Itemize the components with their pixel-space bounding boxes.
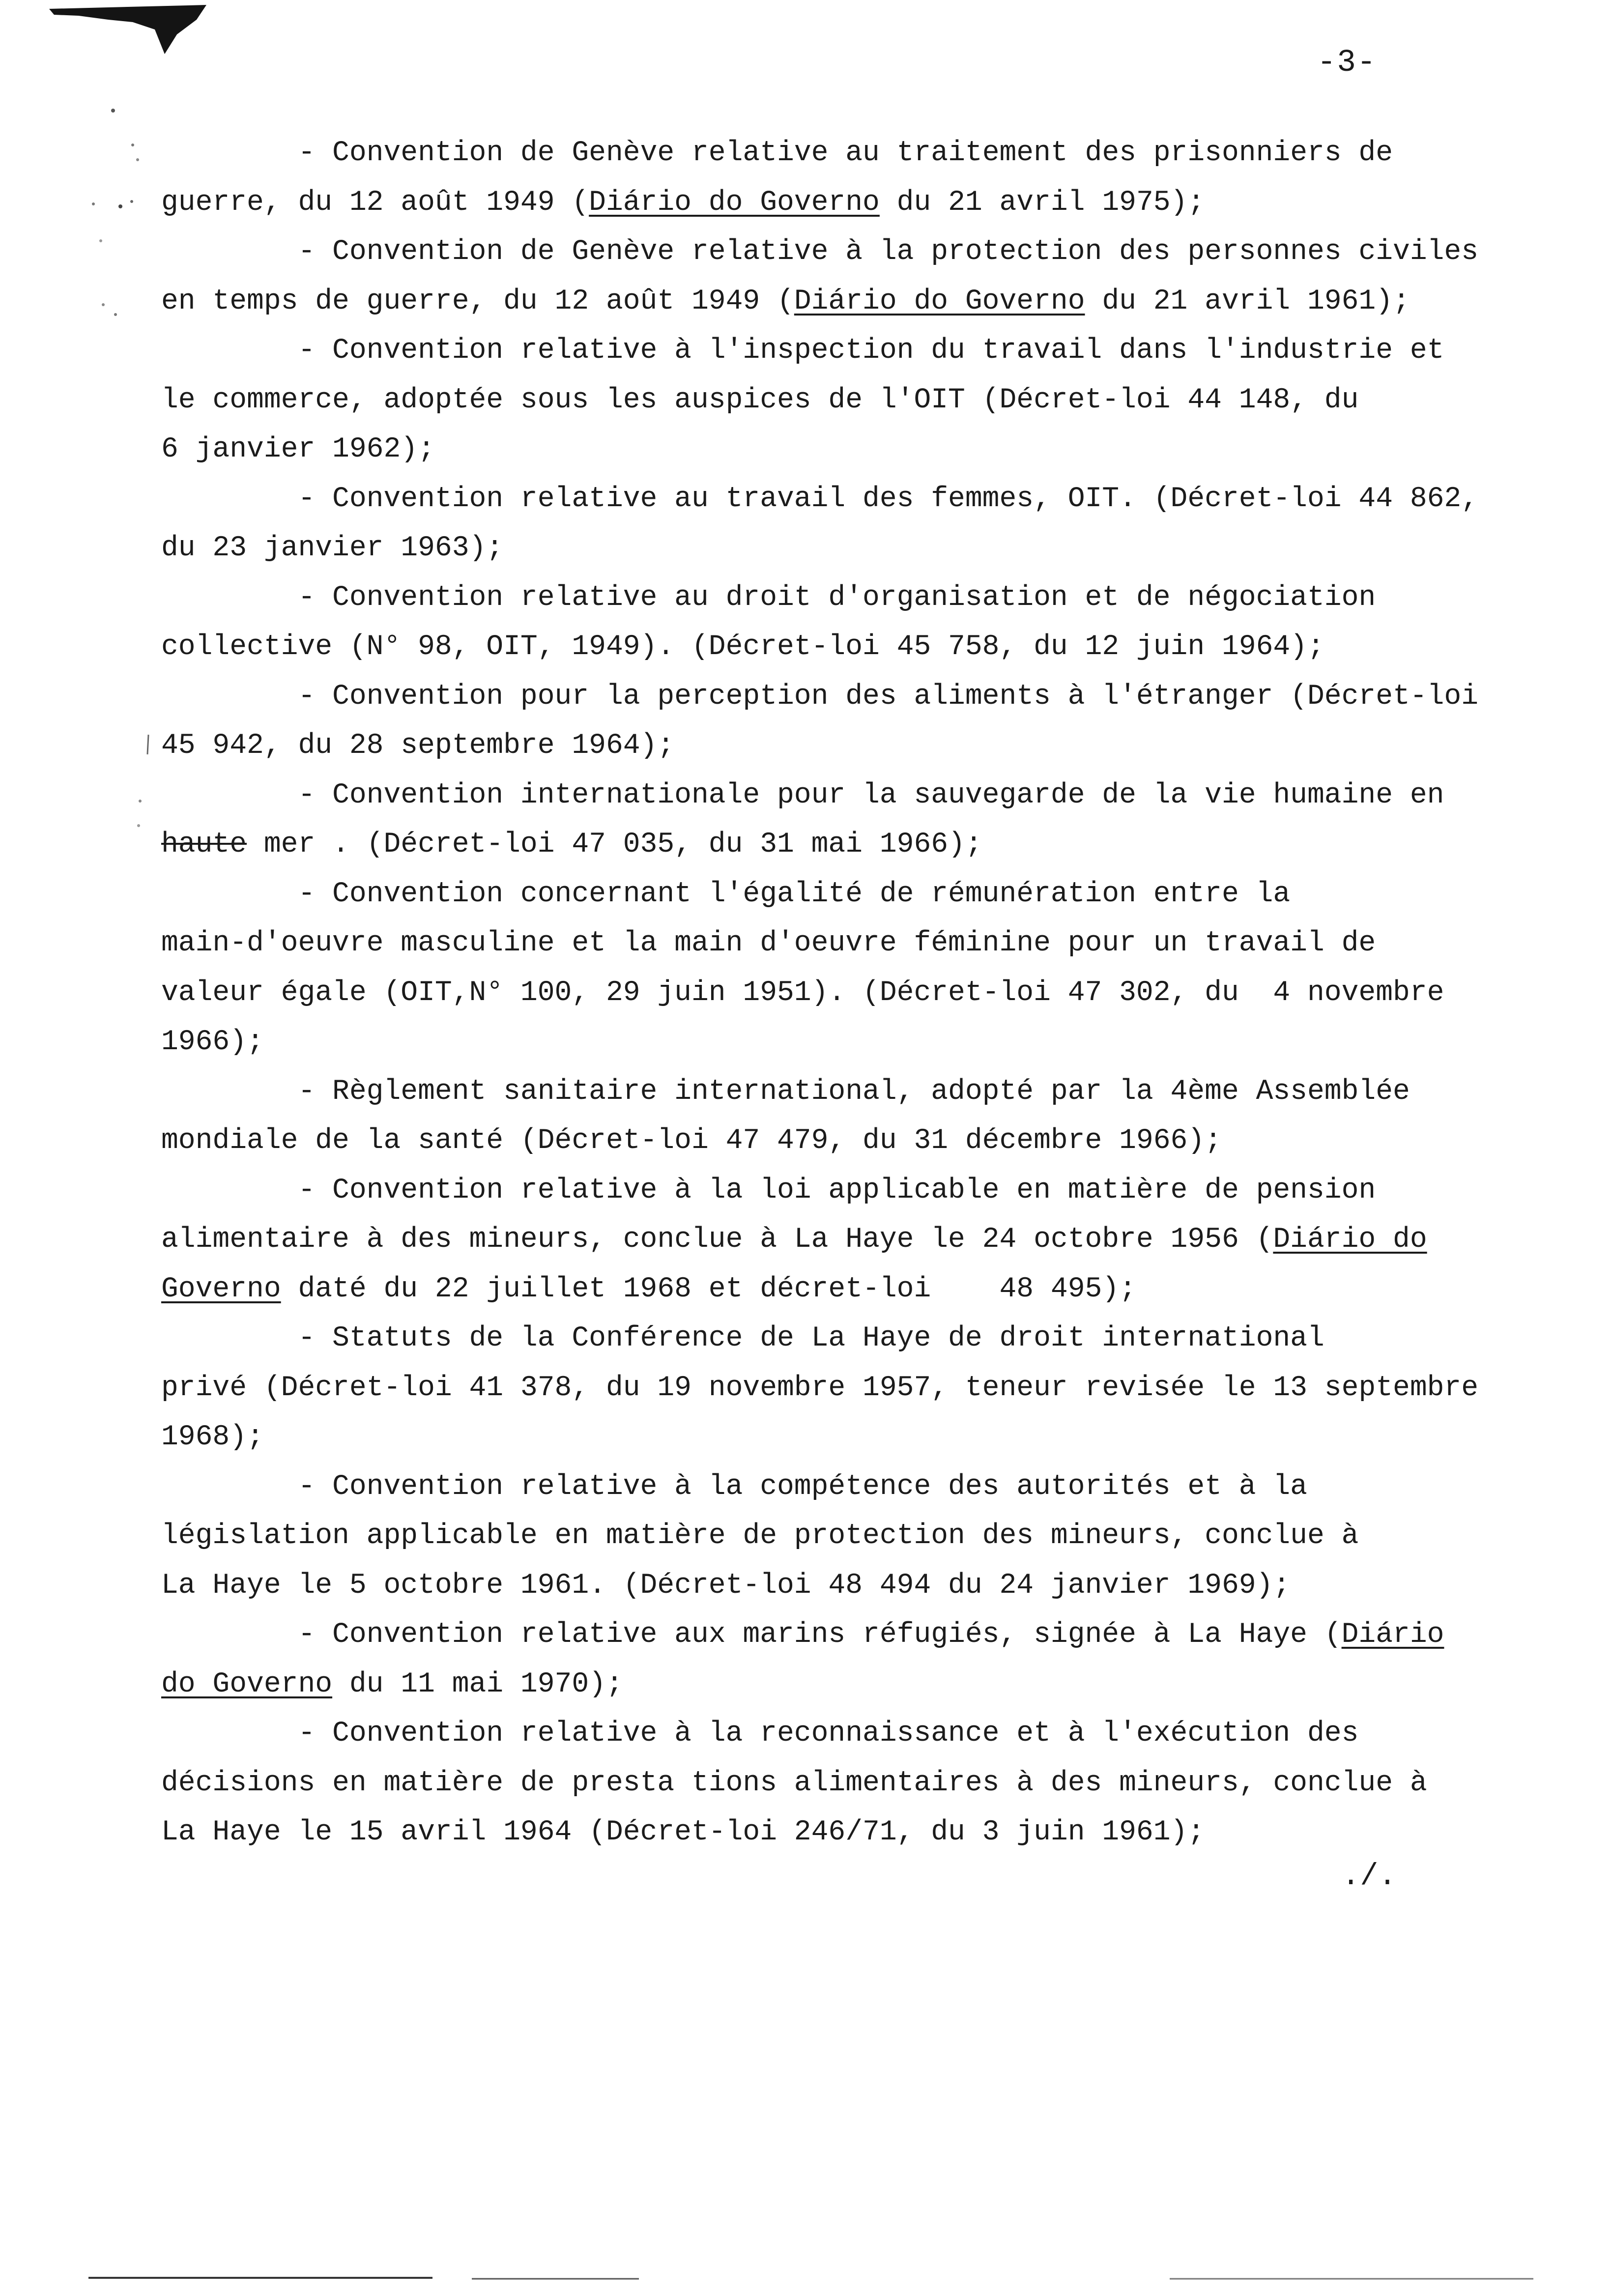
text-line xyxy=(161,1166,1586,1216)
text-line xyxy=(161,969,1586,1018)
text-line xyxy=(161,1808,1586,1858)
underlined-title: Governo xyxy=(161,1273,281,1305)
text-line xyxy=(161,228,1586,277)
text-run: La Haye le 15 avril 1964 (Décret-loi 246/71, du 3 juin 1961); xyxy=(161,1816,1205,1848)
text-line xyxy=(161,574,1586,623)
text-run: - Convention relative à la reconnaissance et à l'exécution des xyxy=(161,1718,1359,1750)
text-line xyxy=(161,820,1586,870)
text-line xyxy=(161,376,1586,426)
text-line xyxy=(161,326,1586,376)
text-run: - Convention relative au travail des femmes, OIT. (Décret-loi 44 862, xyxy=(161,483,1479,515)
text-line xyxy=(161,1610,1586,1660)
text-line xyxy=(161,1215,1586,1265)
text-line xyxy=(161,771,1586,821)
text-run: du 23 janvier 1963); xyxy=(161,532,504,564)
text-line xyxy=(161,1463,1586,1512)
text-line xyxy=(161,178,1586,228)
text-run: mondiale de la santé (Décret-loi 47 479, du 31 décembre 1966); xyxy=(161,1125,1222,1157)
text-run: ention de Genève relative au traitement des prisonniers de xyxy=(401,137,1393,169)
text-run: La Haye le 5 octobre 1961. (Décret-loi 48 494 du 24 janvier 1969); xyxy=(161,1569,1291,1602)
text-line xyxy=(161,1117,1586,1166)
text-run: le commerce, adoptée sous les auspices de l'OIT (Décret-loi 44 148, du xyxy=(161,384,1359,416)
text-line xyxy=(161,870,1586,919)
text-run: du 21 avril 1975); xyxy=(879,186,1205,219)
text-line xyxy=(161,1660,1586,1710)
underlined-title: Diário xyxy=(1341,1619,1444,1651)
text-run: collective (N° 98, OIT, 1949). (Décret-loi 45 758, du 12 juin 1964); xyxy=(161,631,1324,663)
text-line xyxy=(161,919,1586,969)
text-line xyxy=(161,1364,1586,1413)
text-run: - Convention pour la perception des aliments à l'étranger (Décret-loi xyxy=(161,680,1479,713)
text-run: décisions en matière de presta tions alimentaires à des mineurs, conclue à xyxy=(161,1767,1427,1799)
underlined-title: do Governo xyxy=(161,1668,333,1700)
text-run: - Convention relative à l'inspection du travail dans l'industrie et xyxy=(161,335,1444,367)
text-run: - Con xyxy=(161,137,384,169)
text-line xyxy=(161,1759,1586,1808)
text-run: v xyxy=(383,137,401,169)
text-line xyxy=(161,623,1586,672)
underlined-title: Diário do xyxy=(1273,1224,1427,1256)
text-run: 1966); xyxy=(161,1026,264,1058)
continuation-mark: ./. xyxy=(1342,1859,1397,1894)
margin-specks xyxy=(74,98,172,835)
text-run: privé (Décret-loi 41 378, du 19 novembre 1957, teneur revisée le 13 septembre xyxy=(161,1372,1479,1404)
text-line xyxy=(161,277,1586,327)
text-line xyxy=(161,1018,1586,1067)
text-line xyxy=(161,1265,1586,1315)
text-line xyxy=(161,129,1586,178)
text-run: - Convention concernant l'égalité de rémunération entre la xyxy=(161,878,1291,910)
page-number: -3- xyxy=(1317,45,1377,81)
text-line xyxy=(161,1067,1586,1117)
text-run: 45 942, du 28 septembre 1964); xyxy=(161,730,675,762)
text-run: du 21 avril 1961); xyxy=(1085,285,1410,317)
text-run: en temps de guerre, du 12 août 1949 ( xyxy=(161,285,794,317)
text-line xyxy=(161,1314,1586,1364)
text-run: - Statuts de la Conférence de La Haye de droit international xyxy=(161,1322,1324,1354)
text-run: alimentaire à des mineurs, conclue à La Haye le 24 octobre 1956 ( xyxy=(161,1224,1273,1256)
text-line xyxy=(161,1561,1586,1611)
text-line xyxy=(161,672,1586,722)
text-line xyxy=(161,425,1586,475)
text-run: daté du 22 juillet 1968 et décret-loi 48 495); xyxy=(281,1273,1136,1305)
text-line xyxy=(161,1512,1586,1561)
text-line xyxy=(161,524,1586,574)
text-run: du 11 mai 1970); xyxy=(332,1668,623,1700)
text-run: - Convention relative à la loi applicable en matière de pension xyxy=(161,1174,1376,1206)
text-run: - Convention internationale pour la sauvegarde de la vie humaine en xyxy=(161,779,1444,811)
text-run: - Convention de Genève relative à la protection des personnes civiles xyxy=(161,236,1479,268)
text-line xyxy=(161,1413,1586,1463)
underlined-title: Diário do Governo xyxy=(589,186,880,219)
scan-bottom-edge xyxy=(88,2273,1533,2283)
scan-artifact-mark xyxy=(49,0,216,64)
text-line xyxy=(161,721,1586,771)
text-run: 6 janvier 1962); xyxy=(161,433,435,465)
text-line xyxy=(161,475,1586,524)
text-run: législation applicable en matière de protection des mineurs, conclue à xyxy=(161,1520,1359,1552)
text-run: valeur égale (OIT,N° 100, 29 juin 1951). (Décret-loi 47 302, du 4 novembre xyxy=(161,976,1444,1009)
text-run: guerre, du 12 août 1949 ( xyxy=(161,186,589,219)
text-run: - Convention relative à la compétence des autorités et à la xyxy=(161,1470,1307,1503)
text-run: main-d'oeuvre masculine et la main d'oeuvre féminine pour un travail de xyxy=(161,927,1376,959)
struck-text: haute xyxy=(161,829,247,861)
text-run: - Règlement sanitaire international, adopté par la 4ème Assemblée xyxy=(161,1075,1410,1108)
text-run: 1968); xyxy=(161,1421,264,1453)
text-run: - Convention relative aux marins réfugiés, signée à La Haye ( xyxy=(161,1619,1342,1651)
text-run: mer . (Décret-loi 47 035, du 31 mai 1966); xyxy=(247,829,982,861)
text-line xyxy=(161,1709,1586,1759)
underlined-title: Diário do Governo xyxy=(794,285,1085,317)
text-run: - Convention relative au droit d'organisation et de négociation xyxy=(161,581,1376,614)
body-text xyxy=(161,129,1586,1858)
